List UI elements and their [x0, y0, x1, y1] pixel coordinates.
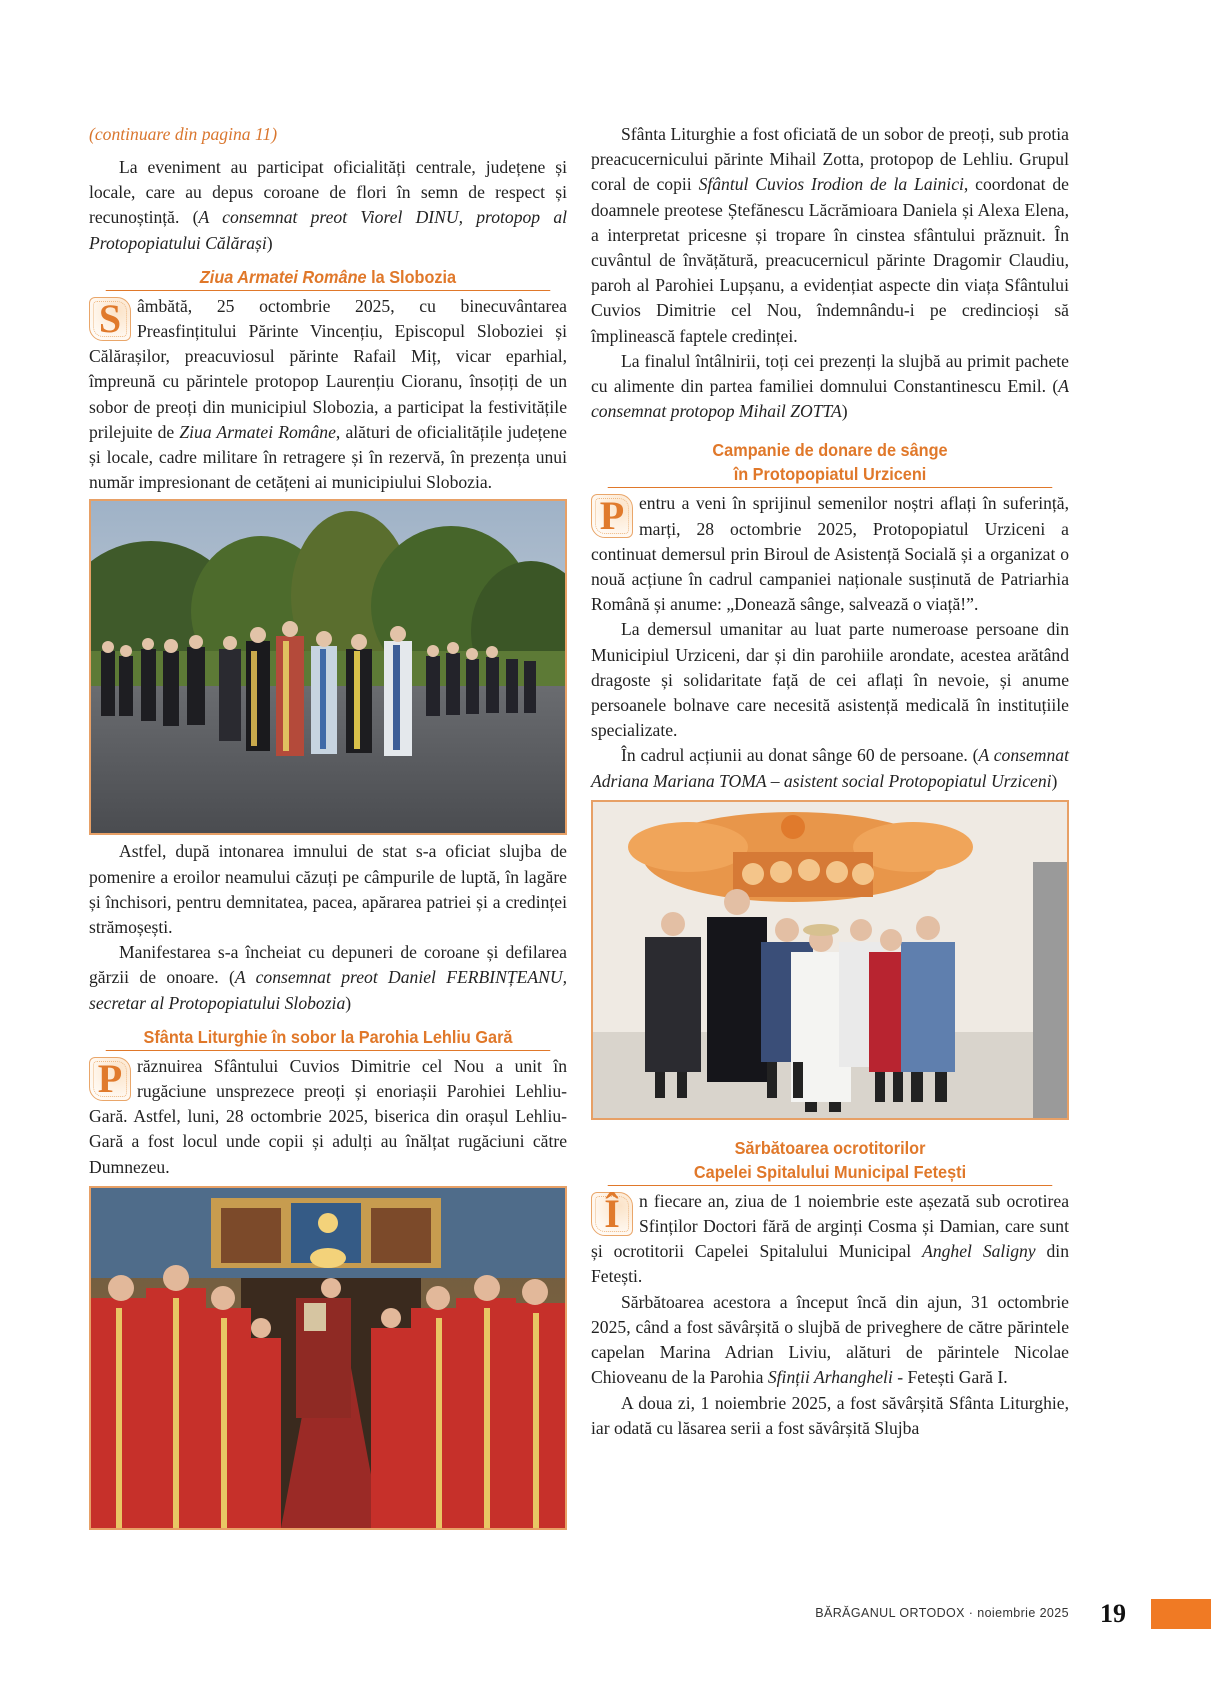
article-slobozia-p1: S âmbătă, 25 octombrie 2025, cu binecuvântarea Preasfințitului Părinte Vincențiu, Episcopul Sloboziei și Călărașilor, preacuviosul părinte Rafail Miț, vicar eparhial, împreună cu părintele protopop Laurențiu Cioranu, însoțiți de un sobor de preoți din municipiul Slobozia, a participat la festivitățile prilejuite de Ziua Armatei Române, alături de oficialitățile județene și locale, cadre militare în retragere și în rezervă, în prezența unui număr impresionant de cetățeni ai municipiului Slobozia.: [89, 295, 567, 493]
article-lehliu-p2: Sfânta Liturghie a fost oficiată de un sobor de preoți, sub protia preacucernicului părinte Mihail Zotta, protopop de Lehliu. Grupul coral de copii Sfântul Cuvios Irodion de la Lainici, coordonat de doamnele preotese Ștefănescu Lăcrămioara Daniela și Alexa Elena, a interpretat pricesne și tropare în cinstea sfântului prăznuit. În cuvântul de învățătură, preacucernicul părinte Dragomir Claudiu, paroh al Parohiei Lupșanu, a evidențiat aspecte din viața Sfântului Cuvios Dimitrie cel Nou, îndemnându-i pe credincioși să împlinească faptele credinței.: [591, 124, 1069, 346]
article-fetesti-p3: A doua zi, 1 noiembrie 2025, a fost săvârșită Sfânta Liturghie, iar odată cu lăsarea serii a fost săvârșită Slujba: [591, 1392, 1069, 1438]
article-urziceni-p2: La demersul umanitar au luat parte numeroase persoane din Municipiul Urziceni, dar și din parohiile arondate, acestea arătând dragoste și solidaritate față de cei aflați în nevoie, și anume persoanele bolnave care necesită asistență medicală în instituțiile specializate.: [591, 619, 1069, 741]
page-footer: [0, 1599, 1211, 1629]
article-slobozia-p2: Astfel, după intonarea imnului de stat s-a oficiat slujba de pomenire a eroilor neamului căzuți pe câmpurile de luptă, în lagăre și închisori, pentru demnitatea, pacea, apărarea patriei și a credinței strămoșești.: [89, 841, 567, 938]
article-urziceni-p1: P entru a veni în sprijinul semenilor noștri aflați în suferință, marți, 28 octombrie 2025, Protopopiatul Urziceni a continuat demersul prin Biroul de Asistență Socială și a organizat o nouă acțiune în cadrul campaniei naționale susținută de Patriarhia Română și anume: „Donează sânge, salvează o viață!”.: [591, 493, 1069, 615]
drop-cap-p: P: [89, 1057, 131, 1101]
heading-fetesti: Sărbătoarea ocrotitorilor Capelei Spitalului Municipal Fetești: [608, 1134, 1053, 1186]
photo-lehliu-image: [91, 1188, 565, 1528]
heading-donare-sange: Campanie de donare de sânge în Protopopiatul Urziceni: [608, 436, 1053, 488]
drop-cap-s: S: [89, 297, 131, 341]
drop-cap-p2: P: [591, 494, 633, 538]
article-urziceni-p3: În cadrul acțiunii au donat sânge 60 de persoane. (A consemnat Adriana Mariana TOMA – asistent social Protopopiatul Urziceni): [591, 745, 1069, 791]
heading-ziua-armatei: Ziua Armatei Române la Slobozia: [106, 263, 551, 291]
drop-cap-i: Î: [591, 1192, 633, 1236]
article-fetesti-p1: Î n fiecare an, ziua de 1 noiembrie este așezată sub ocrotirea Sfinților Doctori fără de arginți Cosma și Damian, care sunt și ocrotitorii Capelei Spitalului Municipal Anghel Saligny din Fetești.: [591, 1190, 1069, 1287]
photo-lehliu-church: [89, 1186, 567, 1530]
footer-accent-bar: [1151, 1599, 1211, 1629]
intro-paragraph: La eveniment au participat oficialități centrale, județene și locale, care au depus coroane de flori în semn de respect și recunoștință. (A consemnat preot Viorel DINU, protopop al Protopopiatului Călărași): [89, 157, 567, 253]
photo-slobozia-ceremony: [89, 499, 567, 835]
article-lehliu-p1: P răznuirea Sfântului Cuvios Dimitrie cel Nou a unit în rugăciune unsprezece preoți și enoriașii Parohiei Lehliu-Gară. Astfel, luni, 28 octombrie 2025, biserica din orașul Lehliu-Gară a fost locul unde copii și adulți au înălțat rugăciuni către Dumnezeu.: [89, 1055, 567, 1177]
photo-urziceni-image: [593, 802, 1067, 1118]
page-number: 19: [1100, 1599, 1126, 1628]
photo-urziceni-group: [591, 800, 1069, 1120]
article-fetesti-p2: Sărbătoarea acestora a început încă din ajun, 31 octombrie 2025, când a fost săvârșită o slujbă de priveghere de către părintele capelan Marina Adrian Liviu, alături de părintele Nicolae Chioveanu de la Parohia Sfinții Arhangheli - Fetești Gară I.: [591, 1291, 1069, 1388]
right-column: [591, 122, 1069, 1441]
continuation-note: (continuare din pagina 11): [89, 124, 278, 144]
article-slobozia-p3: Manifestarea s-a încheiat cu depuneri de coroane și defilarea gărzii de onoare. (A consemnat preot Daniel FERBINȚEANU, secretar al Protopopiatului Slobozia): [89, 942, 567, 1013]
article-lehliu-p3: La finalul întâlnirii, toți cei prezenți la slujbă au primit pachete cu alimente din partea familiei domnului Constantinescu Emil. (A consemnat protopop Mihail ZOTTA): [591, 350, 1069, 422]
photo-slobozia-image: [91, 501, 565, 833]
left-column: [89, 122, 567, 1530]
heading-lehliu: Sfânta Liturghie în sobor la Parohia Lehliu Gară: [106, 1023, 551, 1051]
magazine-name: BĂRĂGANUL ORTODOX · noiembrie 2025: [815, 1606, 1069, 1620]
